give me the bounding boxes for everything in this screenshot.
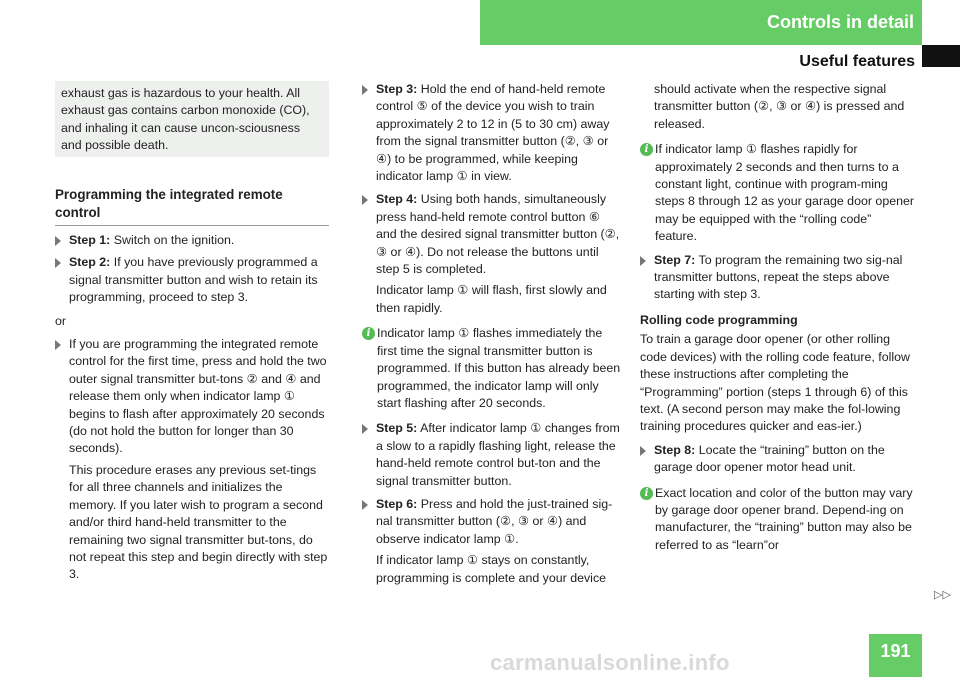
step-8 — [640, 442, 916, 477]
continued-text: should activate when the respective signal transmitter button (②, ③ or ④) is pressed and released. — [654, 82, 905, 131]
chapter-header: Controls in detail — [480, 0, 922, 45]
arrow-icon — [55, 236, 61, 246]
warning-box: exhaust gas is hazardous to your health. All exhaust gas contains carbon monoxide (CO), and inhaling it can cause uncon-sciousness and possible death. — [55, 81, 329, 157]
step-3 — [362, 81, 624, 185]
step-label: Step 1: — [69, 233, 111, 247]
arrow-icon — [362, 500, 368, 510]
page-number: 191 — [869, 634, 922, 677]
step-label: Step 5: — [376, 421, 418, 436]
arrow-icon — [362, 195, 368, 205]
step-note: Indicator lamp ① will flash, first slowly and then rapidly. — [376, 283, 607, 315]
info-icon: i — [362, 327, 375, 340]
step-label: Step 7: — [654, 252, 696, 267]
step-7 — [640, 252, 916, 304]
step-label: Step 3: — [376, 82, 418, 96]
step-note: This procedure erases any previous set-tings for all three channels and initializes the memory. If you later wish to program a second and/or third hand-held transmitter to the remaining two signal transmitter but-tons, do not repeat this step and begin directly with step 3. — [69, 462, 328, 582]
alt-step — [55, 336, 331, 458]
step-text: If you have previously programmed a signal transmitter button and wish to retain its programming, proceed to step 3. — [69, 255, 318, 305]
step-text: If you are programming the integrated remote control for the first time, press and hold the two outer signal transmitter but-tons ② and ④ and release them only when indicator lamp ① begins to flash after approximately 20 seconds (do not hold the button for longer than 30 seconds). — [69, 337, 327, 456]
info-text: Indicator lamp ① flashes immediately the first time the signal transmitter button is programmed. If this button has already been programmed, the indicator lamp will only start flashing after 20 seconds. — [377, 326, 621, 410]
step-text: Press and hold the just-trained sig-nal transmitter button (②, ③ or ④) and observe indicator lamp ①. — [376, 496, 613, 546]
step-2 — [55, 254, 331, 306]
column-2 — [362, 81, 624, 587]
step-label: Step 6: — [376, 496, 418, 511]
step-4 — [362, 191, 624, 278]
step-text: Using both hands, simultaneously press hand-held remote control button ⑥ and the desired signal transmitter button (②, ③ or ④). Do not release the buttons until step 5 is completed. — [376, 192, 620, 277]
info-text: If indicator lamp ① flashes rapidly for approximately 2 seconds and then turns to a constant light, continue with program-ming steps 8 through 12 as your garage door opener may be equipped with the “rolling code” feature. — [655, 142, 915, 244]
step-5 — [362, 420, 624, 490]
arrow-icon — [640, 446, 646, 456]
info-note — [362, 325, 624, 412]
column-1 — [55, 232, 331, 584]
arrow-icon — [362, 85, 368, 95]
section-tab — [922, 45, 960, 67]
section-subtitle: Useful features — [799, 53, 915, 70]
arrow-icon — [55, 258, 61, 268]
arrow-icon — [55, 340, 61, 350]
step-label: Step 2: — [69, 255, 111, 270]
step-text: Locate the “training” button on the garage door opener motor head unit. — [654, 442, 885, 475]
step-text: Hold the end of hand-held remote control ⑤ of the device you wish to train approximately 2 to 12 in (5 to 30 cm) away from the signal transmitter button (②, ③ or ④) to be programmed, while keeping indicator lamp ① in view. — [376, 82, 610, 184]
info-note — [640, 485, 916, 555]
rolling-text: To train a garage door opener (or other rolling code devices) with the rolling code feature, follow these instructions after completing the “Programming” portion (steps 1 through 6) of this text. (A second person may make the fol-lowing training procedures quicker and eas-ier.) — [640, 332, 910, 434]
header-corner — [922, 0, 960, 45]
info-icon: i — [640, 143, 653, 156]
step-text: After indicator lamp ① changes from a slow to a rapidly flashing light, release the hand-held remote control but-ton and the signal transmitter button. — [376, 421, 620, 488]
info-text: Exact location and color of the button may vary by garage door opener brand. Depend-ing on manufacturer, the “training” button may also be referred to as “learn”or — [655, 485, 913, 552]
step-6 — [362, 496, 624, 548]
info-note — [640, 141, 916, 245]
step-label: Step 8: — [654, 442, 696, 457]
arrow-icon — [640, 256, 646, 266]
or-text: or — [55, 313, 67, 328]
step-1 — [55, 232, 331, 249]
info-icon: i — [640, 487, 653, 500]
step-text: To program the remaining two sig-nal transmitter buttons, repeat the steps above starting with step 3. — [654, 252, 903, 302]
step-text: Switch on the ignition. — [113, 233, 235, 247]
section-heading: Programming the integrated remote control — [55, 186, 329, 226]
watermark: carmanualsonline.info — [490, 650, 730, 675]
next-page-icon: ▷▷ — [934, 589, 951, 601]
step-label: Step 4: — [376, 192, 418, 207]
subheading: Rolling code programming — [640, 312, 798, 327]
arrow-icon — [362, 424, 368, 434]
step-note: If indicator lamp ① stays on constantly, programming is complete and your device — [376, 553, 607, 585]
column-3 — [640, 81, 916, 554]
